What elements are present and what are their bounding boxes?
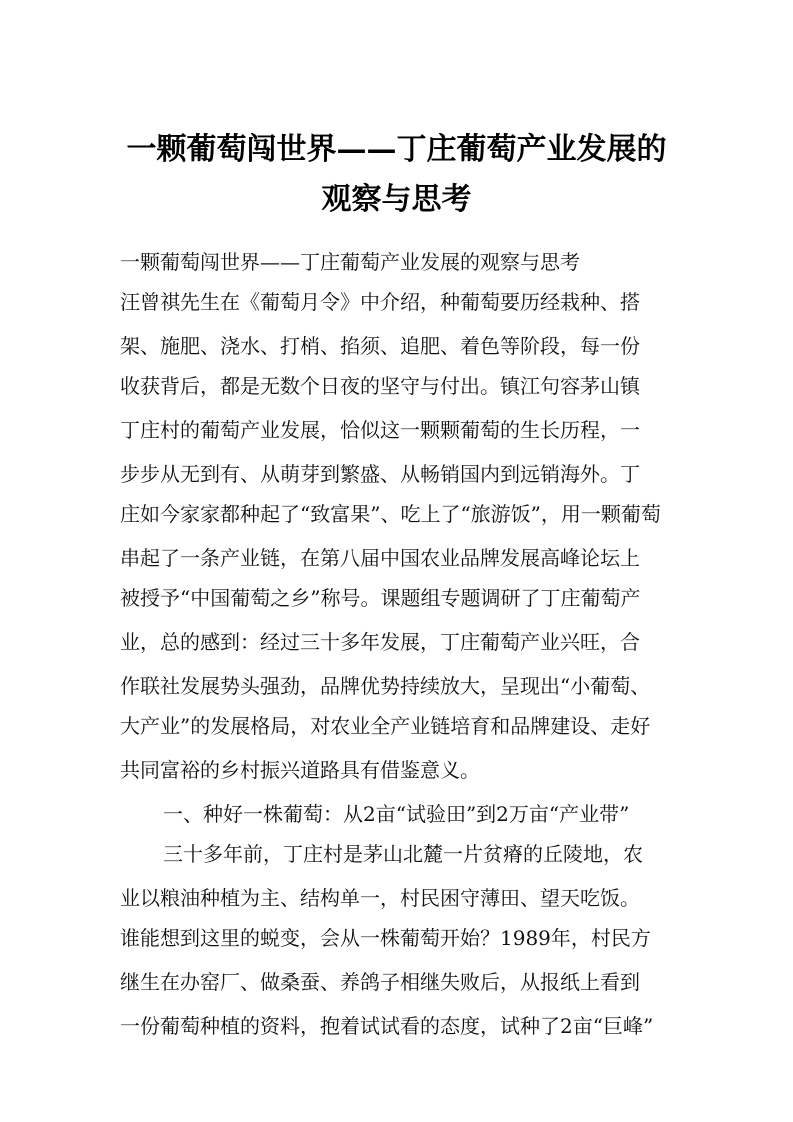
body-line-9: 被授予“中国葡萄之乡”称号。课题组专题调研了丁庄葡萄产 xyxy=(120,586,641,610)
body-line-19: 一份葡萄种植的资料，抱着试试看的态度，试种了2亩“巨峰” xyxy=(120,1014,654,1038)
section-heading-1: 一、种好一株葡萄：从2亩“试验田”到2万亩“产业带” xyxy=(163,802,630,826)
body-line-10: 业，总的感到：经过三十多年发展，丁庄葡萄产业兴旺，合 xyxy=(120,630,640,654)
document-title-line-2: 观察与思考 xyxy=(321,182,472,217)
body-line-1: 一颗葡萄闯世界——丁庄葡萄产业发展的观察与思考 xyxy=(120,250,580,274)
body-line-15: 三十多年前，丁庄村是茅山北麓一片贫瘠的丘陵地，农 xyxy=(163,842,643,866)
body-line-7: 庄如今家家都种起了“致富果”、吃上了“旅游饭”，用一颗葡萄 xyxy=(120,502,661,526)
body-line-3: 架、施肥、浇水、打梢、掐须、追肥、着色等阶段，每一份 xyxy=(120,334,640,358)
body-line-17: 谁能想到这里的蜕变，会从一株葡萄开始？1989年，村民方 xyxy=(120,926,651,950)
body-line-6: 步步从无到有、从萌芽到繁盛、从畅销国内到远销海外。丁 xyxy=(120,462,640,486)
body-line-16: 业以粮油种植为主、结构单一，村民困守薄田、望天吃饭。 xyxy=(120,886,640,910)
document-title-line-1: 一颗葡萄闯世界——丁庄葡萄产业发展的 xyxy=(126,132,667,167)
body-line-8: 串起了一条产业链，在第八届中国农业品牌发展高峰论坛上 xyxy=(120,546,640,570)
body-line-2: 汪曾祺先生在《葡萄月令》中介绍，种葡萄要历经栽种、搭 xyxy=(120,290,640,314)
body-line-11: 作联社发展势头强劲，品牌优势持续放大，呈现出“小葡萄、 xyxy=(120,674,651,698)
body-line-4: 收获背后，都是无数个日夜的坚守与付出。镇江句容茅山镇 xyxy=(120,374,640,398)
body-line-13: 共同富裕的乡村振兴道路具有借鉴意义。 xyxy=(120,758,480,782)
body-line-12: 大产业”的发展格局，对农业全产业链培育和品牌建设、走好 xyxy=(120,714,651,738)
body-line-5: 丁庄村的葡萄产业发展，恰似这一颗颗葡萄的生长历程，一 xyxy=(120,418,640,442)
body-line-18: 继生在办窑厂、做桑蚕、养鸽子相继失败后，从报纸上看到 xyxy=(120,970,640,994)
